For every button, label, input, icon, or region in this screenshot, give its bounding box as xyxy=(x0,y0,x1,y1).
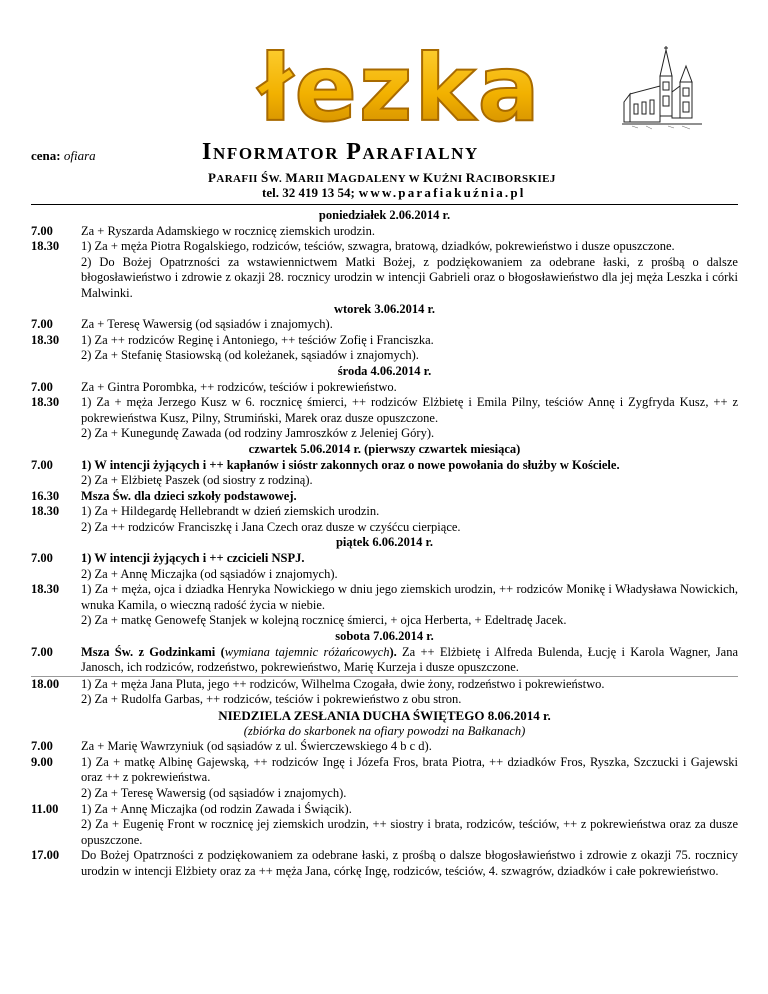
mass-entry xyxy=(31,582,738,629)
intention-line: 1) Za + Annę Miczajka (od rodzin Zawada i Świącik). xyxy=(81,801,352,816)
intention-line: 2) Za + Eugenię Front w rocznicę jej ziemskich urodzin, ++ siostry i brata, rodziców, teściów, ++ z pokrewieństwa oraz za dusze opuszczone. xyxy=(81,817,738,847)
mass-entry xyxy=(31,458,738,489)
price-label: cena: xyxy=(31,148,61,163)
logo-text: łezka xyxy=(258,40,542,128)
parish-word: AGDALENY W xyxy=(339,173,420,185)
intention-line: 1) W intencji żyjących i ++ kapłanów i sióstr zakonnych oraz o nowe powołania do służby w Kościele. xyxy=(81,457,620,472)
mass-intentions xyxy=(81,504,738,535)
intention-line: 2) Za + matkę Genowefę Stanjek w kolejną rocznicę śmierci, + ojca Herberta, + Edeltradę Jacek. xyxy=(81,613,567,628)
title-rest-2: ARAFIALNY xyxy=(362,144,479,163)
day-heading: NIEDZIELA ZESŁANIA DUCHA ŚWIĘTEGO 8.06.2014 r. xyxy=(218,708,551,723)
intention-line: 2) Za + Kunegundę Zawada (od rodziny Jamroszków z Jeleniej Góry). xyxy=(81,426,435,441)
price-value: ofiara xyxy=(63,148,96,163)
mass-intentions xyxy=(81,802,738,849)
mass-time: 7.00 xyxy=(31,644,53,659)
parish-initial: R xyxy=(465,170,476,185)
price-line xyxy=(31,148,96,164)
parish-word: ARAFII xyxy=(216,173,258,185)
mass-intentions xyxy=(81,645,738,676)
intention-bold: Msza Św. z Godzinkami ( xyxy=(81,644,225,659)
intention-line: 1) Za + matkę Albinę Gajewską, ++ rodziców Ingę i Józefa Fros, brata Piotra, ++ dziadków Fros, Ryszka, Szczucki i Gajewski oraz ++ z pokrewieństwa. xyxy=(81,754,738,785)
parish-name xyxy=(208,170,556,186)
church-illustration xyxy=(622,46,702,130)
intention-line: 2) Za ++ rodziców Franciszkę i Jana Czech oraz dusze w czyśćcu cierpiące. xyxy=(81,519,461,534)
intention-line: 2) Za + Teresę Wawersig (od sąsiadów i znajomych). xyxy=(81,785,347,800)
intention-line: Za + Ryszarda Adamskiego w rocznicę ziemskich urodzin. xyxy=(81,223,375,238)
mass-time: 11.00 xyxy=(31,801,59,816)
title-rest-1: NFORMATOR xyxy=(212,144,340,163)
day-heading: wtorek 3.06.2014 r. xyxy=(333,301,436,316)
mass-intentions xyxy=(81,395,738,442)
mass-intentions xyxy=(81,317,738,333)
title-initial-i: I xyxy=(202,139,213,165)
day-heading: środa 4.06.2014 r. xyxy=(337,363,432,378)
mass-intentions xyxy=(81,551,738,582)
mass-intentions xyxy=(81,739,738,755)
note-open: ( xyxy=(243,723,248,738)
intention-line: 1) W intencji żyjących i ++ czcicieli NSPJ. xyxy=(81,551,305,566)
mass-entry xyxy=(31,677,738,708)
collection-note xyxy=(31,724,738,740)
mass-entry xyxy=(31,239,738,301)
mass-intentions xyxy=(81,489,738,505)
intention-line: Za + Marię Wawrzyniuk (od sąsiadów z ul. Świerczewskiego 4 b c d). xyxy=(81,739,432,754)
note-text: zbiórka do skarbonek na ofiary powodzi na Bałkanach xyxy=(247,723,522,738)
mass-entry xyxy=(31,317,738,333)
intention-line: 1) Za + męża Jerzego Kusz w 6. rocznicę śmierci, ++ rodziców Elżbietę i Emila Pilny, teściów Annę i Zygfryda Kusz, ++ z pokrewieństwa Kusz, Pilny, Strumiński, Marek oraz dusze opuszczone. xyxy=(81,395,738,425)
mass-entry xyxy=(31,848,738,879)
mass-time: 7.00 xyxy=(31,379,53,394)
mass-time: 7.00 xyxy=(31,739,53,754)
mass-entry xyxy=(31,645,738,676)
intention-bold: ). xyxy=(389,644,397,659)
intention-line: 1) Za + męża Jana Pluta, jego ++ rodziców, Wilhelma Czogała, dwie żony, rodzeństwo i pokrewieństwo. xyxy=(81,676,605,691)
intention-italic: wymiana tajemnic różańcowych xyxy=(224,644,390,659)
mass-time: 7.00 xyxy=(31,551,53,566)
intention-text: Za ++ Elżbietę i Alfreda Bulenda, Łucję i Karola Wagner, Jana Janosch, ich rodziców, rodzeństwo, pokrewieństwo, Marię Kurzeja i dusze opuszczone. xyxy=(81,644,738,675)
mass-entry xyxy=(31,739,738,755)
mass-time: 18.00 xyxy=(31,676,60,691)
parish-word: W. xyxy=(268,173,283,185)
intention-line: 1) Za ++ rodziców Reginę i Antoniego, ++ teściów Zofię i Franciszka. xyxy=(81,332,434,347)
intention-line: 2) Za + Stefanię Stasiowską (od koleżanek, sąsiadów i znajomych). xyxy=(81,348,419,363)
intention-line: 2) Do Bożej Opatrzności za wstawiennictwem Matki Bożej, z podziękowaniem za odebrane łaski, z prośbą o dalsze błogosławieństwo i zdrowie z okazji 28. rocznicy urodzin w intencji Gabrieli oraz o błogosławieństwo dla jej męża Leszka i córki Malwinki. xyxy=(81,254,738,300)
intention-line: Za + Gintra Porombka, ++ rodziców, teściów i pokrewieństwo. xyxy=(81,379,397,394)
mass-time: 7.00 xyxy=(31,223,53,238)
mass-time: 18.30 xyxy=(31,332,60,347)
parish-initial: M xyxy=(327,170,340,185)
mass-entry xyxy=(31,333,738,364)
mass-time: 18.30 xyxy=(31,239,60,254)
mass-time: 16.30 xyxy=(31,488,60,503)
mass-time: 7.00 xyxy=(31,317,53,332)
parish-word: UŹNI xyxy=(433,173,463,185)
mass-entry xyxy=(31,380,738,396)
contact-line xyxy=(262,185,526,201)
mass-entry xyxy=(31,504,738,535)
mass-entry xyxy=(31,755,738,802)
mass-entry xyxy=(31,224,738,240)
mass-time: 18.30 xyxy=(31,395,60,410)
intention-line xyxy=(81,645,738,676)
parish-initial: M xyxy=(285,170,299,185)
page-title xyxy=(202,139,479,166)
intention-line: 2) Za + Annę Miczajka (od sąsiadów i znajomych). xyxy=(81,566,338,581)
logo-graphic xyxy=(250,40,550,128)
intention-line: 2) Za + Rudolfa Garbas, ++ rodziców, teściów i pokrewieństwo z obu stron. xyxy=(81,692,462,707)
website-link[interactable]: www.parafiakuźnia.pl xyxy=(358,185,526,200)
day-heading: poniedziałek 2.06.2014 r. xyxy=(318,208,451,222)
day-heading: piątek 6.06.2014 r. xyxy=(335,535,434,550)
newsletter-logo xyxy=(250,40,550,128)
intention-line: 1) Za + męża, ojca i dziadka Henryka Nowickiego w dniu jego ziemskich urodzin, ++ rodziców Monikę i Władysława Nowickich, wnuka Kamila, o wieczną radość życia w niebie. xyxy=(81,582,738,612)
mass-entry xyxy=(31,551,738,582)
mass-entry xyxy=(31,489,738,505)
mass-intentions xyxy=(81,224,738,240)
mass-time: 18.30 xyxy=(31,504,60,519)
intention-line: Za + Teresę Wawersig (od sąsiadów i znajomych). xyxy=(81,317,333,332)
parish-word: ARII xyxy=(298,173,325,185)
mass-intentions xyxy=(81,380,738,396)
mass-time: 7.00 xyxy=(31,457,53,472)
intention-line: Do Bożej Opatrzności z podziękowaniem za odebrane łaski, z prośbą o dalsze błogosławieństwo i zdrowie z okazji 75. rocznicy urodzin w intencji Elżbiety oraz za ++ męża Jana, córkę Ingę, rodziców, teściów, 4. szwagrów, dziadków i całe pokrewieństwo. xyxy=(81,848,738,878)
church-icon xyxy=(622,46,702,130)
mass-intentions xyxy=(81,458,738,489)
mass-schedule xyxy=(31,208,738,880)
mass-time: 18.30 xyxy=(31,582,60,597)
title-initial-p: P xyxy=(346,139,363,165)
phone-number: tel. 32 419 13 54; xyxy=(262,185,355,200)
day-heading: czwartek 5.06.2014 r. (pierwszy czwartek miesiąca) xyxy=(248,441,521,456)
mass-entry xyxy=(31,395,738,442)
mass-intentions xyxy=(81,239,738,301)
intention-line: Msza Św. dla dzieci szkoły podstawowej. xyxy=(81,488,297,503)
day-heading: sobota 7.06.2014 r. xyxy=(335,629,434,644)
note-close: ) xyxy=(521,723,526,738)
mass-intentions xyxy=(81,677,738,708)
intention-line: 2) Za + Elżbietę Paszek (od siostry z rodziną). xyxy=(81,473,313,488)
intention-line: 1) Za + męża Piotra Rogalskiego, rodziców, teściów, szwagra, bratową, dziadków, pokrewieństwo i dusze opuszczone. xyxy=(81,239,675,254)
intention-line: 1) Za + Hildegardę Hellebrandt w dzień ziemskich urodzin. xyxy=(81,504,380,519)
mass-intentions xyxy=(81,755,738,802)
parish-word: ACIBORSKIEJ xyxy=(475,173,556,185)
mass-entry xyxy=(31,802,738,849)
mass-time: 9.00 xyxy=(31,754,53,769)
parish-initial: K xyxy=(422,170,434,185)
mass-time: 17.00 xyxy=(31,848,60,863)
header-divider xyxy=(31,204,738,205)
parish-initial: P xyxy=(208,170,217,185)
mass-intentions xyxy=(81,582,738,629)
parish-initial: Ś xyxy=(261,170,269,185)
mass-intentions xyxy=(81,333,738,364)
mass-intentions xyxy=(81,848,738,879)
